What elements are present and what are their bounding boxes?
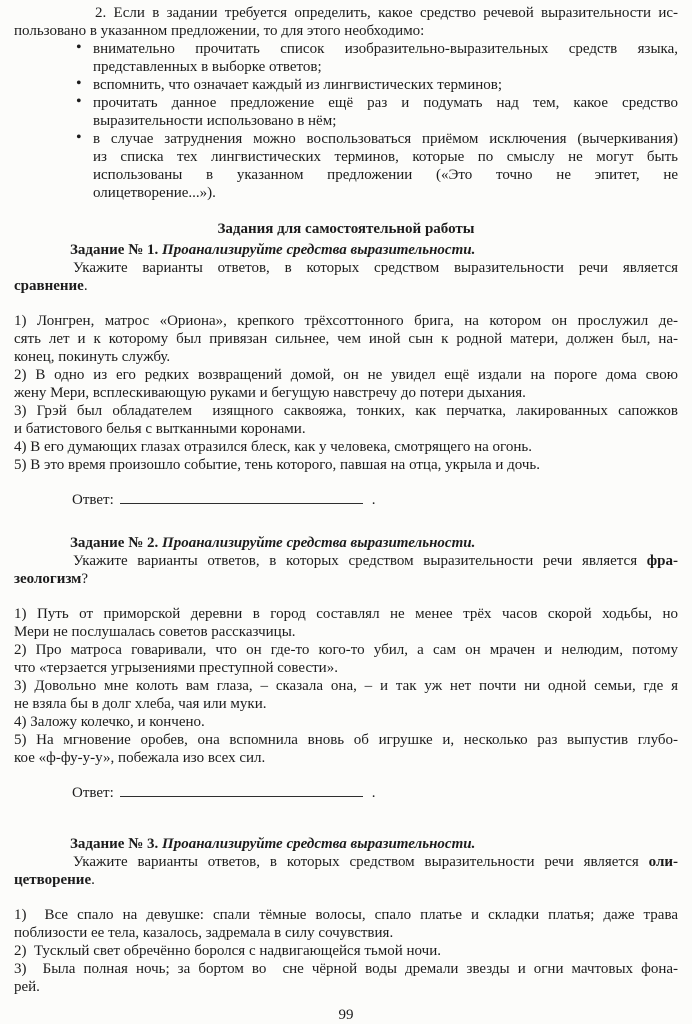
text-line [14,871,678,889]
text-line: использованы в указанном предложении («Это точно не эпитет, не [93,167,678,183]
bullet-item [14,94,678,130]
item-2 [14,366,678,402]
intro-text: . [83,278,88,294]
bullet-item [14,130,678,202]
intro-bold-word: сравнение [14,278,84,294]
item-1 [14,605,678,641]
text-line: и батистового белья с вытканными коронами. [14,421,306,437]
task-items [14,605,678,767]
text-line: • прочитать данное предложение ещё раз и подумать над тем, какое средство [93,95,678,111]
task-heading [14,835,678,853]
item-2 [14,942,678,960]
task-title-italic: Проанализируйте средства выразительности. [162,535,476,551]
text-line: 3) Была полная ночь; за бортом во сне чёрной воды дремали звезды и огни мачтовых фона- [14,961,678,977]
text-line: 5) В это время произошло событие, тень которого, павшая на отца, укрыла и дочь. [14,457,541,473]
answer-line [14,783,678,809]
text-line: рей. [14,979,40,995]
task-number-label: Задание № 1. [70,242,159,258]
item-4 [14,438,678,456]
page-number: 99 [338,1007,354,1023]
text-line: не взяла бы в долг хлеба, чая или муки. [14,696,267,712]
text-line: 1) Лонгрен, матрос «Ориона», крепкого трёхсоттонного брига, на котором он прослужил де- [14,313,678,329]
text-line: 1) Путь от приморской деревни в город составлял не менее трёх часов скорой ходьбы, но [14,606,678,622]
text-line: 3) Довольно мне колоть вам глаза, – сказала она, – и так уж нет почти ни одной семьи, где я [14,678,678,694]
item-5 [14,456,678,474]
task-block-1 [14,241,678,516]
task-block-2 [14,534,678,809]
text-line: конец, покинуть службу. [14,349,171,365]
text-line: олицетворение...»). [93,185,216,201]
text-line: • в случае затруднения можно воспользоваться приёмом исключения (вычеркивания) [93,131,678,147]
answer-blank [120,783,363,797]
bullet-item [14,40,678,76]
answer-label: Ответ: [72,492,114,508]
intro-bold-word: цетворение [14,872,92,888]
item-1 [14,906,678,942]
text-line: 2) Тусклый свет обречённо боролся с надвигающейся тьмой ночи. [14,943,441,959]
bullet-item [14,76,678,94]
text-line: пользовано в указанном предложении, то для этого необходимо: [14,23,425,39]
answer-period: . [371,785,376,801]
text-line: представленных в выборке ответов; [93,59,322,75]
text-line: 4) В его думающих глазах отразился блеск, как у человека, смотрящего на огонь. [14,439,532,455]
text-line: 1) Все спало на девушке: спали тёмные волосы, спало платье и складки платья; даже трава [14,907,678,923]
text-line: 2. Если в задании требуется определить, какое средство речевой выразительности ис- [95,5,678,21]
text-line: из списка тех лингвистических терминов, которые по смыслу не могут быть [93,149,678,165]
intro-text: Укажите варианты ответов, в которых средством выразительности речи является [73,553,638,569]
answer-period: . [371,492,376,508]
task-title-italic: Проанализируйте средства выразительности. [162,836,476,852]
task-number-label: Задание № 3. [70,836,159,852]
item-2 [14,641,678,677]
task-items [14,906,678,996]
answer-blank [120,490,363,504]
intro-bold-word: оли- [648,854,678,870]
item-5 [14,731,678,767]
text-line [14,570,678,588]
task-block-3 [14,835,678,996]
text-line: 2) Про матроса говаривали, что он где-то кого-то убил, а сам он мрачен и нелюдим, потому [14,642,678,658]
task-heading [14,241,678,259]
text-line [14,277,678,295]
text-line: 3) Грэй был обладателем изящного саквояжа, тонких, как перчатка, лакированных сапожков [14,403,678,419]
task-intro [14,853,678,889]
section-title: Задания для самостоятельной работы [217,221,475,237]
intro-bold-word: фра- [646,553,679,569]
text-line: поблизости ее тела, казалось, задремала в силу сочувствия. [14,925,394,941]
intro-text: ? [81,571,89,587]
text-line: сять лет и к которому был привязан сильнее, чем иной сын к родной матери, должен был, на- [14,331,678,347]
text-line: Мери не послушалась советов рассказчицы. [14,624,296,640]
text-line [14,552,678,570]
answer-line [14,490,678,516]
task-items [14,312,678,474]
task-number-label: Задание № 2. [70,535,159,551]
task-intro [14,259,678,295]
text-line: • вспомнить, что означает каждый из лингвистических терминов; [93,77,503,93]
text-line: жену Мери, всплескивающую руками и бегущую навстречу до потери дыхания. [14,385,526,401]
howto-section [14,4,678,202]
text-line: кое «ф-фу-у-у», побежала изо всех сил. [14,750,266,766]
intro-bold-word: зеологизм [14,571,82,587]
text-line: выразительности использовано в нём; [93,113,337,129]
text-line: 5) На мгновение оробев, она вспомнила вновь об игрушке и, несколько раз выпустив глубо- [14,732,678,748]
text-line: что «терзается угрызениями преступной совести». [14,660,338,676]
text-line [14,853,678,871]
item-4 [14,713,678,731]
text-line: • внимательно прочитать список изобразительно-выразительных средств языка, [93,41,678,57]
text-line: 4) Заложу колечко, и кончено. [14,714,205,730]
task-heading [14,534,678,552]
item-3 [14,402,678,438]
text-line [14,259,678,277]
item-3 [14,960,678,996]
intro-text: Укажите варианты ответов, в которых средством выразительности речи является [73,854,639,870]
task-title-italic: Проанализируйте средства выразительности. [162,242,476,258]
intro-text: Укажите варианты ответов, в которых средством выразительности речи является [73,260,678,276]
task-intro [14,552,678,588]
text-line: 2) В одно из его редких возвращений домой, он не увидел ещё издали на пороге дома свою [14,367,678,383]
item-3 [14,677,678,713]
intro-text: . [91,872,95,888]
howto-opening-paragraph [14,4,678,40]
answer-label: Ответ: [72,785,114,801]
item-1 [14,312,678,366]
